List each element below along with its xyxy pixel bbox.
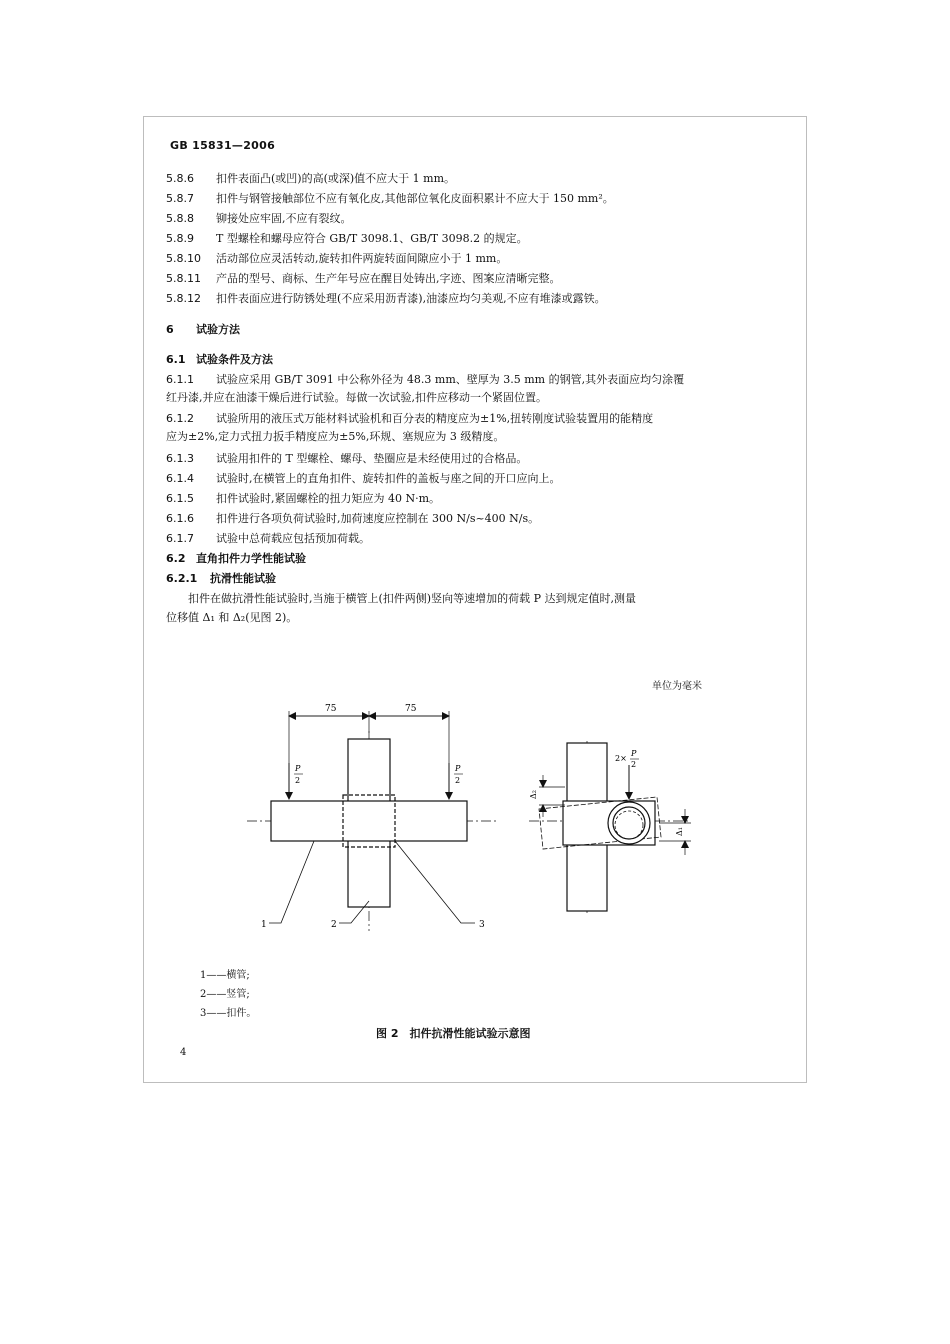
load-right-prefix: 2× [615, 754, 627, 763]
clause-6-1-1-cont: 红丹漆,并应在油漆干燥后进行试验。每做一次试验,扣件应移动一个紧固位置。 [166, 391, 547, 404]
clause-6-1-5: 6.1.5 扣件试验时,紧固螺栓的扭力矩应为 40 N·m。 [166, 492, 441, 505]
load-right-num: P [455, 764, 461, 773]
clause-5-8-9: 5.8.9 T 型螺栓和螺母应符合 GB/T 3098.1、GB/T 3098.2 的规定。 [166, 232, 528, 245]
page-number: 4 [180, 1047, 187, 1058]
horizontal-tube [271, 801, 467, 841]
legend-item-2: 2——竖管; [200, 989, 250, 1000]
clause-5-8-10: 5.8.10 活动部位应灵活转动,旋转扣件两旋转面间隙应小于 1 mm。 [166, 252, 508, 265]
clause-6-1-2: 6.1.2 试验所用的液压式万能材料试验机和百分表的精度应为±1%,扭转刚度试验装置用的能精度 [166, 412, 654, 425]
load-left-num: P [295, 764, 301, 773]
para-6-2-1-line2: 位移值 Δ₁ 和 Δ₂(见图 2)。 [166, 611, 298, 624]
right-view [529, 741, 691, 916]
callout-2: 2 [331, 920, 337, 930]
callout-3: 3 [479, 920, 485, 930]
clause-6-1-7: 6.1.7 试验中总荷载应包括预加荷载。 [166, 532, 370, 545]
para-6-2-1-line1: 扣件在做抗滑性能试验时,当施于横管上(扣件两侧)竖向等速增加的荷载 P 达到规定值时,测量 [188, 592, 636, 605]
clause-5-8-11: 5.8.11 产品的型号、商标、生产年号应在醒目处铸出,字迹、图案应清晰完整。 [166, 272, 561, 285]
section-6-heading: 6 试验方法 [166, 323, 240, 336]
dim-right-label: 75 [405, 704, 417, 714]
document-page [143, 116, 807, 1083]
clause-5-8-7: 5.8.7 扣件与钢管接触部位不应有氧化皮,其他部位氧化皮面积累计不应大于 150 mm²。 [166, 192, 614, 205]
clause-6-1-4: 6.1.4 试验时,在横管上的直角扣件、旋转扣件的盖板与座之间的开口应向上。 [166, 472, 561, 485]
clause-6-1-2-cont: 应为±2%,定力式扭力扳手精度应为±5%,环规、塞规应为 3 级精度。 [166, 430, 505, 443]
delta2-label: Δ₂ [529, 790, 538, 799]
load-right-den: 2 [455, 776, 461, 785]
legend-item-3: 3——扣件。 [200, 1008, 257, 1019]
delta1-label: Δ₁ [675, 827, 684, 836]
page-header: GB 15831—2006 [170, 139, 276, 152]
load-right-view-den: 2 [631, 760, 637, 769]
load-right-view-num: P [631, 749, 637, 758]
right-horizontal-tube-section [608, 802, 650, 844]
clause-5-8-12: 5.8.12 扣件表面应进行防锈处理(不应采用沥青漆),油漆应均匀美观,不应有堆漆或露铁。 [166, 292, 606, 305]
units-note: 单位为毫米 [652, 681, 702, 692]
clause-5-8-6: 5.8.6 扣件表面凸(或凹)的高(或深)值不应大于 1 mm。 [166, 172, 456, 185]
left-view [247, 711, 497, 931]
clause-6-1-1: 6.1.1 试验应采用 GB/T 3091 中公称外径为 48.3 mm、壁厚为 3.5 mm 的钢管,其外表面应均匀涂覆 [166, 373, 685, 386]
clause-6-1-3: 6.1.3 试验用扣件的 T 型螺栓、螺母、垫圈应是未经使用过的合格品。 [166, 452, 528, 465]
section-6-1-heading: 6.1 试验条件及方法 [166, 353, 273, 366]
callout-1: 1 [261, 920, 267, 930]
clause-6-1-6: 6.1.6 扣件进行各项负荷试验时,加荷速度应控制在 300 N/s~400 N/s。 [166, 512, 540, 525]
load-left-den: 2 [295, 776, 301, 785]
clause-5-8-8: 5.8.8 铆接处应牢固,不应有裂纹。 [166, 212, 352, 225]
section-6-2-heading: 6.2 直角扣件力学性能试验 [166, 552, 306, 565]
figure-2-diagram [239, 691, 739, 981]
section-6-2-1-heading: 6.2.1 抗滑性能试验 [166, 572, 276, 585]
dim-left-label: 75 [325, 704, 337, 714]
figure-caption: 图 2 扣件抗滑性能试验示意图 [376, 1027, 531, 1040]
legend-item-1: 1——横管; [200, 970, 250, 981]
